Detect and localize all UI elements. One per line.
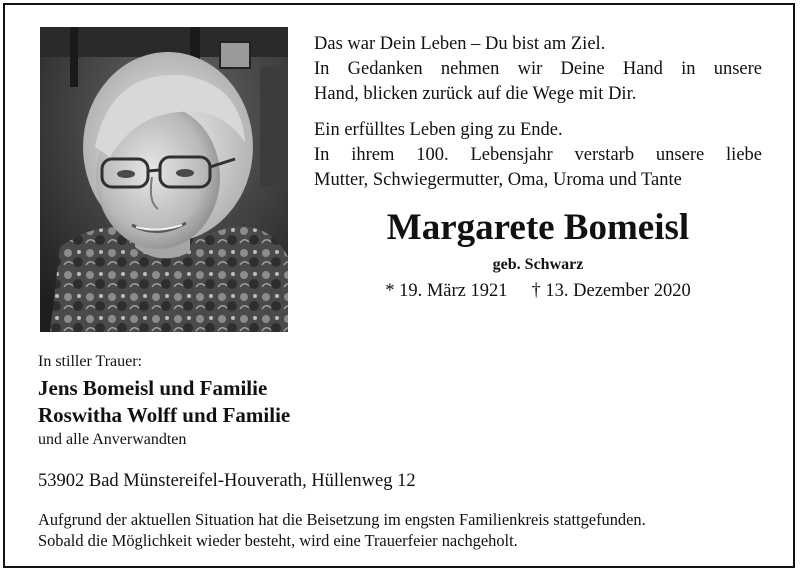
verse-one: [314, 32, 762, 107]
portrait-photo: [40, 27, 288, 332]
address: 53902 Bad Münstereifel-Houverath, Hüllenweg 12: [38, 471, 416, 491]
verse-one-line: Das war Dein Leben – Du bist am Ziel.: [314, 34, 606, 54]
notice-line: Aufgrund der aktuellen Situation hat die Beisetzung im engsten Familienkreis stattgefunden.: [38, 510, 646, 529]
portrait-image: [40, 27, 288, 332]
birth-date: * 19. März 1921: [385, 281, 508, 301]
family-one: Jens Bomeisl und Familie: [38, 376, 268, 400]
verse-one-line: In Gedanken nehmen wir Deine Hand in unsere: [314, 59, 762, 79]
verse-two: [314, 118, 762, 193]
relatives-line: und alle Anverwandten: [38, 431, 187, 448]
deceased-name: Margarete Bomeisl: [386, 207, 690, 248]
verse-two-line: In ihrem 100. Lebensjahr verstarb unsere liebe: [314, 145, 762, 165]
verse-one-line: Hand, blicken zurück auf die Wege mit Dir.: [314, 84, 637, 104]
life-dates: [314, 279, 762, 303]
verse-two-line: Ein erfülltes Leben ging zu Ende.: [314, 120, 563, 140]
verse-two-line: Mutter, Schwiegermutter, Oma, Uroma und Tante: [314, 170, 682, 190]
mourning-label: In stiller Trauer:: [38, 353, 142, 370]
birth-name: geb. Schwarz: [492, 256, 584, 273]
funeral-notice: [38, 509, 768, 551]
death-date: † 13. Dezember 2020: [531, 281, 691, 301]
notice-line: Sobald die Möglichkeit wieder besteht, wird eine Trauerfeier nachgeholt.: [38, 531, 518, 550]
family-two: Roswitha Wolff und Familie: [38, 403, 291, 427]
